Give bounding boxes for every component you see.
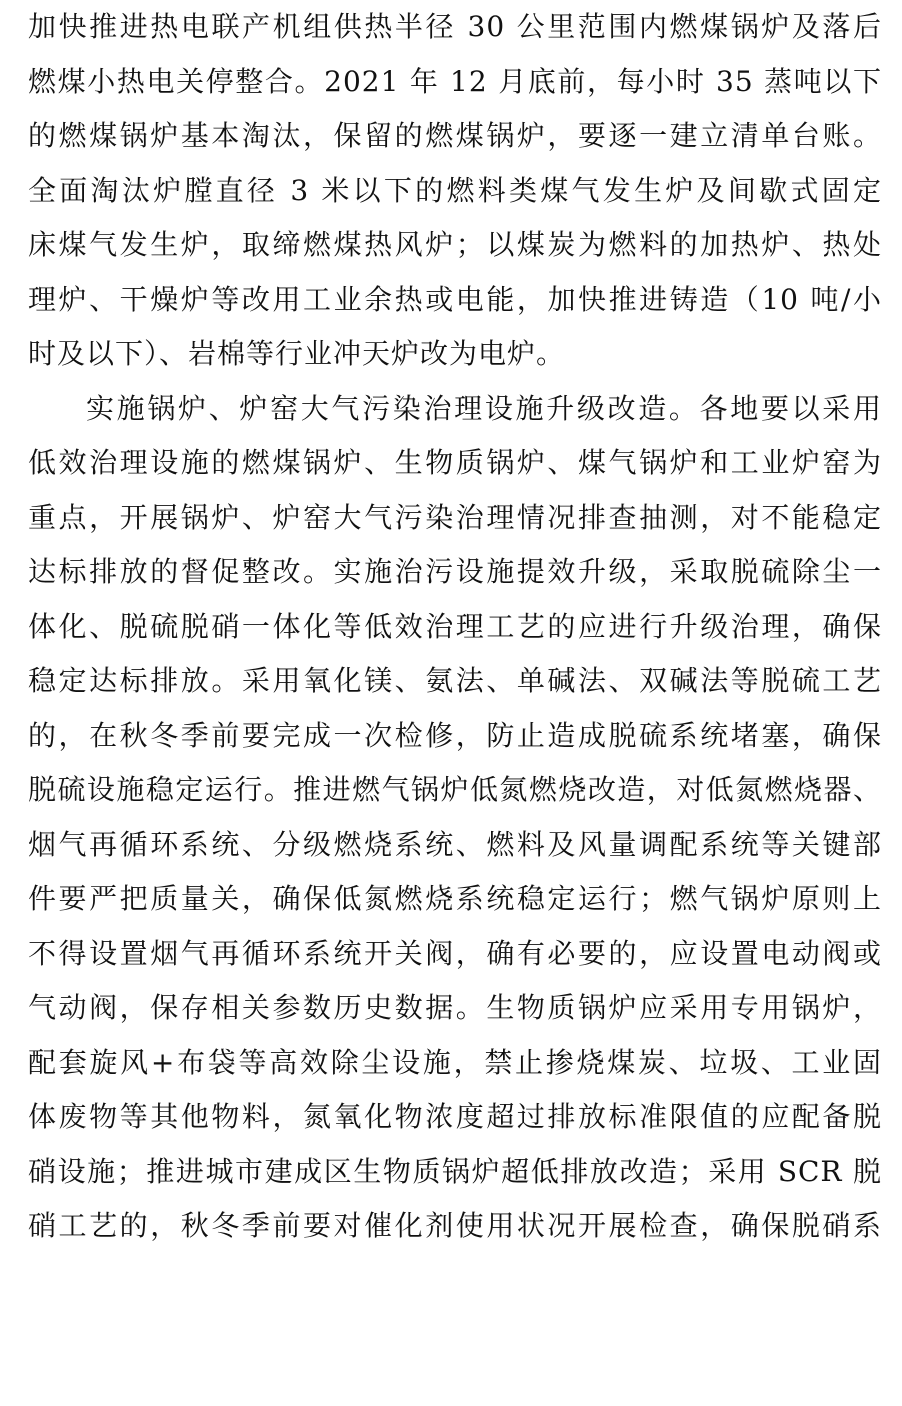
text-line: 的，在秋冬季前要完成一次检修，防止造成脱硫系统堵塞，确保	[28, 718, 882, 752]
text-line: 低效治理设施的燃煤锅炉、生物质锅炉、煤气锅炉和工业炉窑为	[28, 446, 882, 479]
paragraph-coal-boiler-phaseout	[28, 0, 882, 382]
text-line: 时及以下）、岩棉等行业冲天炉改为电炉。	[28, 337, 566, 370]
text-line: 燃煤小热电关停整合。2021 年 12 月底前，每小时 35 蒸吨以下	[28, 64, 882, 98]
text-line: 件要严把质量关，确保低氮燃烧系统稳定运行；燃气锅炉原则上	[28, 882, 882, 915]
text-line: 加快推进热电联产机组供热半径 30 公里范围内燃煤锅炉及落后	[28, 10, 882, 43]
text-line: 不得设置烟气再循环系统开关阀，确有必要的，应设置电动阀或	[28, 936, 882, 970]
text-line: 硝工艺的，秋冬季前要对催化剂使用状况开展检查，确保脱硝系	[28, 1209, 882, 1242]
text-line: 床煤气发生炉，取缔燃煤热风炉；以煤炭为燃料的加热炉、热处	[28, 228, 882, 261]
text-line: 理炉、干燥炉等改用工业余热或电能，加快推进铸造（10 吨/小	[28, 282, 882, 316]
text-line: 硝设施；推进城市建成区生物质锅炉超低排放改造；采用 SCR 脱	[28, 1154, 882, 1188]
text-line: 达标排放的督促整改。实施治污设施提效升级，采取脱硫除尘一	[28, 555, 882, 588]
text-line: 气动阀，保存相关参数历史数据。生物质锅炉应采用专用锅炉，	[28, 991, 882, 1024]
paragraph-treatment-upgrade	[28, 382, 882, 1254]
text-line: 配套旋风+布袋等高效除尘设施，禁止掺烧煤炭、垃圾、工业固	[28, 1045, 882, 1079]
text-line: 的燃煤锅炉基本淘汰，保留的燃煤锅炉，要逐一建立清单台账。	[28, 119, 882, 152]
text-line: 脱硫设施稳定运行。推进燃气锅炉低氮燃烧改造，对低氮燃烧器、	[28, 773, 882, 806]
text-line: 全面淘汰炉膛直径 3 米以下的燃料类煤气发生炉及间歇式固定	[28, 173, 882, 207]
text-line: 体化、脱硫脱硝一体化等低效治理工艺的应进行升级治理，确保	[28, 609, 882, 643]
text-line: 体废物等其他物料，氮氧化物浓度超过排放标准限值的应配备脱	[28, 1100, 882, 1133]
text-line: 烟气再循环系统、分级燃烧系统、燃料及风量调配系统等关键部	[28, 827, 882, 861]
text-line: 重点，开展锅炉、炉窑大气污染治理情况排查抽测，对不能稳定	[28, 500, 882, 534]
text-line: 实施锅炉、炉窑大气污染治理设施升级改造。各地要以采用	[86, 391, 882, 425]
text-line: 稳定达标排放。采用氧化镁、氨法、单碱法、双碱法等脱硫工艺	[28, 664, 882, 697]
